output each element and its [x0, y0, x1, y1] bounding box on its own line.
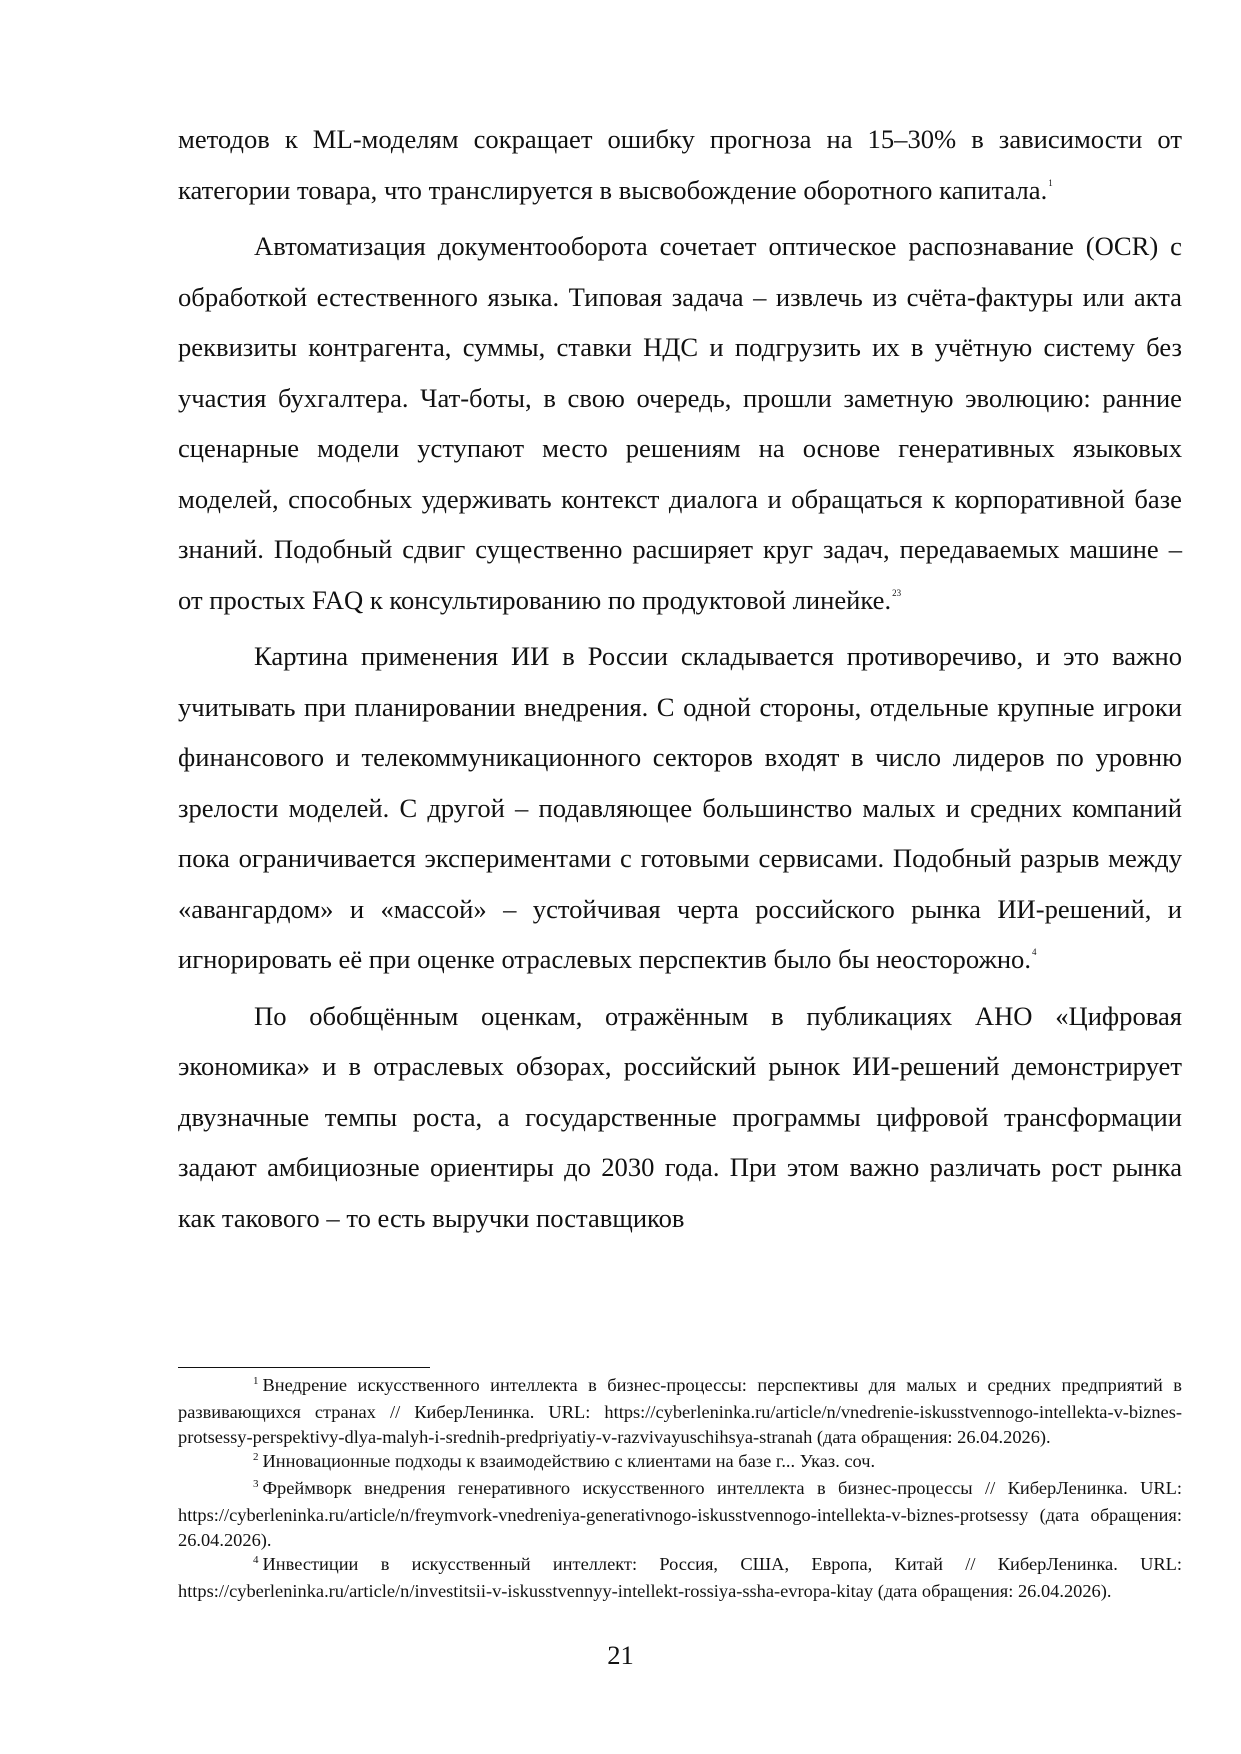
footnote-number: 4 [253, 1554, 259, 1567]
footnote-ref-1[interactable]: 1 [1048, 177, 1053, 188]
paragraph-2 [178, 221, 1182, 631]
paragraph-1-text: методов к ML-моделям сокращает ошибку прогноза на 15–30% в зависимости от категории товара, что транслируется в высвобождение оборотного капитала. [178, 124, 1182, 205]
footnotes-section [178, 1367, 1182, 1604]
footnote-separator [178, 1367, 430, 1368]
footnote-ref-23[interactable]: 23 [892, 587, 902, 598]
footnote-text: Внедрение искусственного интеллекта в бизнес-процессы: перспективы для малых и средних предприятий в развивающихся странах // КиберЛенинка. URL: https://cyberleninka.ru/article/n/vnedrenie-iskusstvennogo-intellekta-v-biznes-protsessy-perspektivy-dlya-malyh-i-srednih-predpriyatiy-v-razvivayuschihsya-stranah (дата обращения: 26.04.2026). [178, 1375, 1182, 1447]
footnote-text: Инновационные подходы к взаимодействию с клиентами на базе г... Указ. соч. [262, 1450, 876, 1471]
footnote-3 [178, 1476, 1182, 1552]
footnote-number: 1 [253, 1375, 259, 1387]
paragraph-1 [178, 114, 1182, 221]
footnote-ref-4[interactable]: 4 [1032, 947, 1037, 957]
footnote-text: Инвестиции в искусственный интеллект: Россия, США, Европа, Китай // КиберЛенинка. URL: https://cyberleninka.ru/article/n/investitsii-v-iskusstvennyy-intellekt-rossiya-ssha-evropa-kitay (дата обращения: 26.04.2026). [178, 1554, 1182, 1602]
footnote-2 [178, 1449, 1182, 1476]
footnote-text: Фреймворк внедрения генеративного искусственного интеллекта в бизнес-процессы // КиберЛенинка. URL: https://cyberleninka.ru/article/n/freymvork-vnedreniya-generativnogo-iskusstvennogo-intellekta-v-biznes-protsessy (дата обращения: 26.04.2026). [178, 1478, 1182, 1550]
paragraph-4-text: По обобщённым оценкам, отражённым в публикациях АНО «Цифровая экономика» и в отраслевых обзорах, российский рынок ИИ-решений демонстрирует двузначные темпы роста, а государственные программы цифровой трансформации задают амбициозные ориентиры до 2030 года. При этом важно различать рост рынка как такового – то есть выручки поставщиков [178, 1000, 1182, 1233]
paragraph-2-text: Автоматизация документооборота сочетает оптическое распознавание (OCR) с обработкой естественного языка. Типовая задача – извлечь из счёта-фактуры или акта реквизиты контрагента, суммы, ставки НДС и подгрузить их в учётную систему без участия бухгалтера. Чат-боты, в свою очередь, прошли заметную эволюцию: ранние сценарные модели уступают место решениям на основе генеративных языковых моделей, способных удерживать контекст диалога и обращаться к корпоративной базе знаний. Подобный сдвиг существенно расширяет круг задач, передаваемых машине – от простых FAQ к консультированию по продуктовой линейке. [178, 231, 1182, 615]
document-body [178, 114, 1182, 1243]
footnote-4 [178, 1552, 1182, 1604]
paragraph-3 [178, 631, 1182, 991]
paragraph-4 [178, 991, 1182, 1244]
paragraph-3-text: Картина применения ИИ в России складывается противоречиво, и это важно учитывать при планировании внедрения. С одной стороны, отдельные крупные игроки финансового и телекоммуникационного секторов входят в число лидеров по уровню зрелости моделей. С другой – подавляющее большинство малых и средних компаний пока ограничивается экспериментами с готовыми сервисами. Подобный разрыв между «авангардом» и «массой» – устойчивая черта российского рынка ИИ-решений, и игнорировать её при оценке отраслевых перспектив было бы неосторожно. [178, 641, 1182, 974]
footnote-number: 2 [253, 1450, 259, 1463]
page-number: 21 [607, 1640, 634, 1670]
footnote-number: 3 [253, 1478, 259, 1491]
footnote-1 [178, 1373, 1182, 1449]
